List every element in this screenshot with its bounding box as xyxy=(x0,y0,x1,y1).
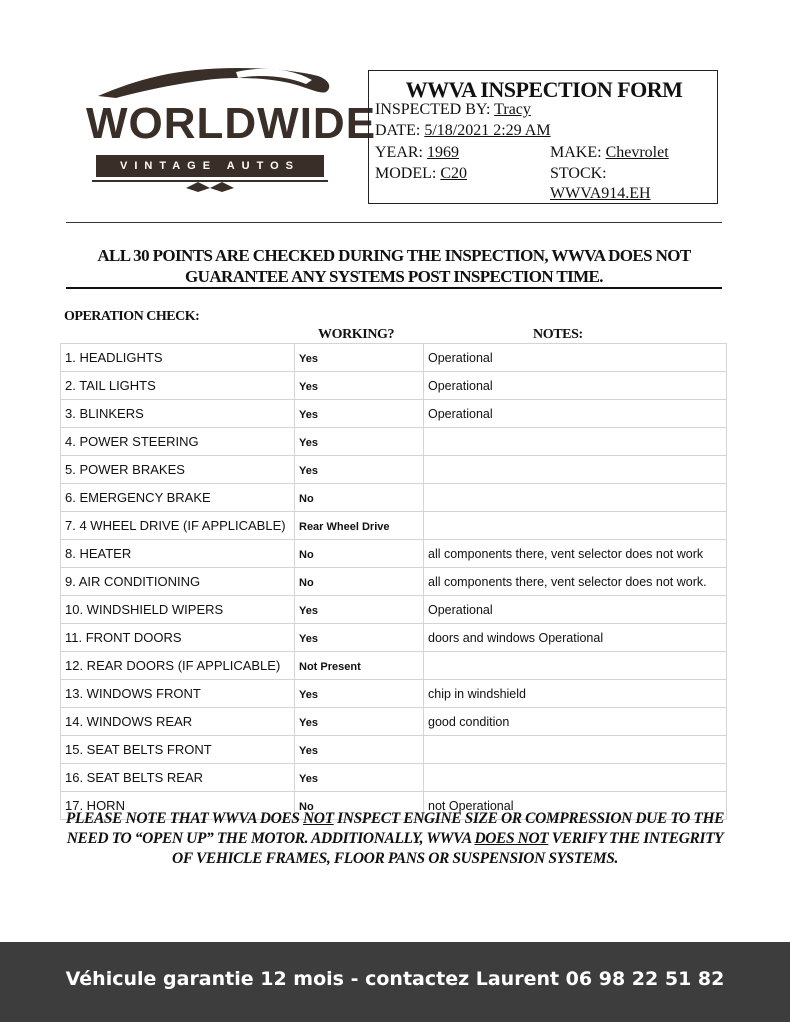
working-status: Yes xyxy=(295,428,424,456)
check-notes: Operational xyxy=(424,372,727,400)
inspected-by-field xyxy=(375,101,531,119)
check-notes: good condition xyxy=(424,708,727,736)
table-row xyxy=(61,736,727,764)
check-item: 14. WINDOWS REAR xyxy=(61,708,295,736)
table-row xyxy=(61,456,727,484)
form-title: WWVA INSPECTION FORM xyxy=(405,77,683,102)
check-item: 8. HEATER xyxy=(61,540,295,568)
table-row xyxy=(61,540,727,568)
working-status: Yes xyxy=(295,372,424,400)
check-item: 13. WINDOWS FRONT xyxy=(61,680,295,708)
warranty-footer-banner xyxy=(0,942,790,1022)
working-status: No xyxy=(295,568,424,596)
working-status: No xyxy=(295,484,424,512)
stock-label: STOCK: xyxy=(550,165,607,182)
table-row xyxy=(61,680,727,708)
table-row xyxy=(61,596,727,624)
stock-value: WWVA914.EH xyxy=(550,185,651,202)
working-status: Yes xyxy=(295,708,424,736)
check-item: 10. WINDSHIELD WIPERS xyxy=(61,596,295,624)
check-notes xyxy=(424,652,727,680)
check-item: 3. BLINKERS xyxy=(61,400,295,428)
year-label: YEAR: xyxy=(375,144,423,161)
table-row xyxy=(61,484,727,512)
table-row xyxy=(61,652,727,680)
check-item: 17. HORN xyxy=(61,792,295,820)
check-notes xyxy=(424,736,727,764)
check-item: 9. AIR CONDITIONING xyxy=(61,568,295,596)
working-status: Yes xyxy=(295,400,424,428)
working-status: Yes xyxy=(295,624,424,652)
table-row xyxy=(61,344,727,372)
check-item: 12. REAR DOORS (IF APPLICABLE) xyxy=(61,652,295,680)
check-notes: Operational xyxy=(424,400,727,428)
table-row xyxy=(61,428,727,456)
date-value: 5/18/2021 2:29 AM xyxy=(424,122,551,139)
check-item: 4. POWER STEERING xyxy=(61,428,295,456)
table-row xyxy=(61,400,727,428)
make-label: MAKE: xyxy=(550,144,602,161)
make-value: Chevrolet xyxy=(605,144,669,161)
working-status: Not Present xyxy=(295,652,424,680)
check-notes xyxy=(424,764,727,792)
year-field xyxy=(375,144,459,162)
check-item: 7. 4 WHEEL DRIVE (IF APPLICABLE) xyxy=(61,512,295,540)
logo-tagline: VINTAGE AUTOS xyxy=(96,155,324,177)
check-notes: not Operational xyxy=(424,792,727,820)
check-notes: all components there, vent selector does not work xyxy=(424,540,727,568)
working-status: Yes xyxy=(295,456,424,484)
operation-check-title: OPERATION CHECK: xyxy=(64,309,200,324)
model-label: MODEL: xyxy=(375,165,437,182)
note-emphasis-not: NOT xyxy=(303,810,334,827)
disclaimer-line-1: ALL 30 POINTS ARE CHECKED DURING THE INSPECTION, WWVA DOES NOT xyxy=(97,246,691,265)
check-notes xyxy=(424,512,727,540)
check-notes: Operational xyxy=(424,596,727,624)
year-value: 1969 xyxy=(427,144,459,161)
check-item: 11. FRONT DOORS xyxy=(61,624,295,652)
check-notes: Operational xyxy=(424,344,727,372)
table-row xyxy=(61,708,727,736)
check-notes xyxy=(424,456,727,484)
working-status: Yes xyxy=(295,596,424,624)
working-status: Yes xyxy=(295,344,424,372)
logo-brand: WORLDWIDE xyxy=(86,99,377,148)
check-item: 5. POWER BRAKES xyxy=(61,456,295,484)
date-field xyxy=(375,122,551,140)
check-notes: all components there, vent selector does not work. xyxy=(424,568,727,596)
inspection-info-box xyxy=(368,70,718,204)
make-field xyxy=(550,144,669,162)
operation-check-table xyxy=(60,343,727,820)
working-status: Rear Wheel Drive xyxy=(295,512,424,540)
working-status: No xyxy=(295,792,424,820)
check-item: 6. EMERGENCY BRAKE xyxy=(61,484,295,512)
working-status: Yes xyxy=(295,764,424,792)
working-status: No xyxy=(295,540,424,568)
working-status: Yes xyxy=(295,736,424,764)
working-status: Yes xyxy=(295,680,424,708)
warranty-contact-text: Véhicule garantie 12 mois - contactez Laurent 06 98 22 51 82 xyxy=(65,968,725,990)
company-logo xyxy=(86,62,377,197)
check-notes: chip in windshield xyxy=(424,680,727,708)
check-notes xyxy=(424,428,727,456)
check-notes xyxy=(424,484,727,512)
table-row xyxy=(61,624,727,652)
disclaimer-line-2: GUARANTEE ANY SYSTEMS POST INSPECTION TIME. xyxy=(185,267,603,286)
check-item: 1. HEADLIGHTS xyxy=(61,344,295,372)
date-label: DATE: xyxy=(375,122,421,139)
disclaimer-underline xyxy=(66,287,722,289)
check-item: 15. SEAT BELTS FRONT xyxy=(61,736,295,764)
model-value: C20 xyxy=(440,165,467,182)
inspected-by-label: INSPECTED BY: xyxy=(375,101,491,118)
table-row xyxy=(61,764,727,792)
table-row xyxy=(61,512,727,540)
check-item: 16. SEAT BELTS REAR xyxy=(61,764,295,792)
model-field xyxy=(375,165,467,183)
note-emphasis-does-not: DOES NOT xyxy=(474,830,549,847)
inspected-by-value: Tracy xyxy=(494,101,531,118)
check-notes: doors and windows Operational xyxy=(424,624,727,652)
inspection-scope-note: PLEASE NOTE THAT WWVA DOES NOT INSPECT ENGINE SIZE OR COMPRESSION DUE TO THE NEED TO “OPEN UP” THE MOTOR. ADDITIONALLY, WWVA DOES NOT VERIFY THE INTEGRITY OF VEHICLE FRAMES, FLOOR PANS OR SUSPENSION SYSTEMS. xyxy=(65,810,725,867)
header-divider xyxy=(66,222,722,223)
working-column-header: WORKING? xyxy=(318,327,395,342)
check-item: 2. TAIL LIGHTS xyxy=(61,372,295,400)
table-row xyxy=(61,568,727,596)
table-row xyxy=(61,372,727,400)
inspection-disclaimer xyxy=(66,245,722,287)
notes-column-header: NOTES: xyxy=(533,327,583,342)
